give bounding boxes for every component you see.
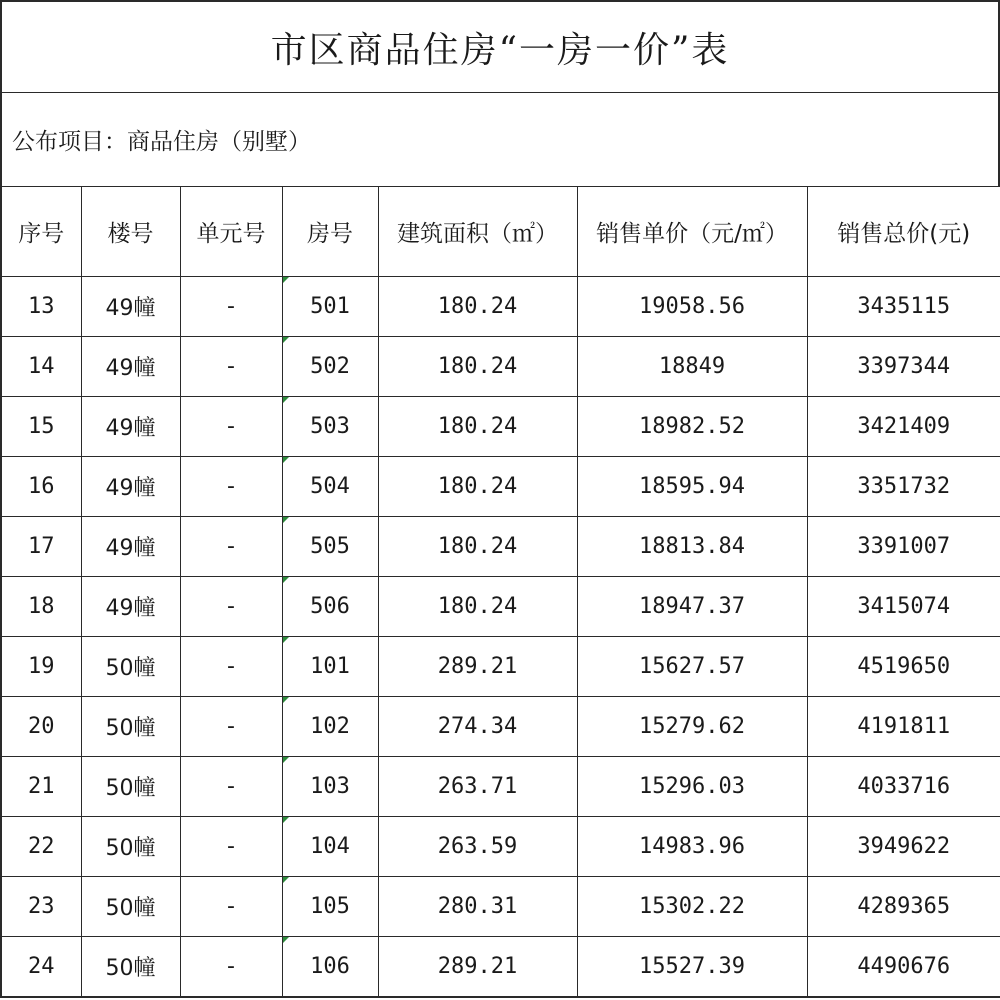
cell-room (282, 397, 378, 457)
cell-area (378, 457, 577, 517)
cell-flag-icon (283, 457, 289, 463)
cell-unit-price (577, 697, 807, 757)
project-label: 公布项目：商品住房（别墅） (0, 93, 1000, 187)
cell-unit-price (577, 517, 807, 577)
header-unit: 单元号 (180, 187, 282, 277)
cell-unit (180, 757, 282, 817)
cell-total-price (807, 637, 1000, 697)
cell-unit-price (577, 757, 807, 817)
header-area: 建筑面积（㎡） (378, 187, 577, 277)
cell-area (378, 577, 577, 637)
cell-building-text: 49幢 (105, 416, 156, 441)
cell-total-price-text: 3435115 (857, 294, 951, 319)
cell-unit-text: - (227, 414, 235, 439)
cell-room (282, 817, 378, 877)
cell-room (282, 277, 378, 337)
cell-seq (1, 637, 81, 697)
cell-unit-text: - (227, 354, 235, 379)
cell-unit-price (577, 277, 807, 337)
cell-area (378, 817, 577, 877)
cell-building (81, 577, 180, 637)
cell-room (282, 697, 378, 757)
cell-room-text: 501 (310, 294, 350, 319)
cell-area (378, 937, 577, 998)
cell-unit-text: - (227, 774, 235, 799)
cell-flag-icon (283, 577, 289, 583)
cell-seq-text: 24 (28, 954, 55, 979)
cell-seq-text: 15 (28, 414, 55, 439)
cell-room (282, 577, 378, 637)
cell-seq-text: 20 (28, 714, 55, 739)
cell-area-text: 180.24 (437, 594, 518, 619)
cell-room (282, 757, 378, 817)
cell-room (282, 937, 378, 998)
cell-seq-text: 13 (28, 294, 55, 319)
cell-area-text: 280.31 (437, 894, 518, 919)
cell-room (282, 517, 378, 577)
cell-unit-price-text: 14983.96 (639, 834, 745, 859)
cell-unit (180, 937, 282, 998)
cell-building-text: 49幢 (105, 476, 156, 501)
cell-total-price (807, 937, 1000, 998)
cell-room-text: 105 (310, 894, 350, 919)
table-row (1, 697, 1000, 757)
table-row (1, 817, 1000, 877)
cell-building (81, 637, 180, 697)
cell-unit-text: - (227, 714, 235, 739)
header-building: 楼号 (81, 187, 180, 277)
cell-building-text: 50幢 (105, 716, 156, 741)
cell-seq (1, 877, 81, 937)
cell-unit-price (577, 577, 807, 637)
table-row (1, 637, 1000, 697)
cell-total-price-text: 3949622 (857, 834, 951, 859)
cell-area (378, 637, 577, 697)
cell-total-price (807, 577, 1000, 637)
cell-room (282, 637, 378, 697)
cell-flag-icon (283, 337, 289, 343)
cell-room (282, 457, 378, 517)
cell-unit (180, 337, 282, 397)
cell-unit-price (577, 877, 807, 937)
cell-building-text: 49幢 (105, 596, 156, 621)
table-row (1, 457, 1000, 517)
cell-seq (1, 397, 81, 457)
cell-building (81, 937, 180, 998)
cell-seq-text: 21 (28, 774, 55, 799)
cell-unit-price (577, 937, 807, 998)
cell-flag-icon (283, 517, 289, 523)
cell-unit-text: - (227, 594, 235, 619)
cell-flag-icon (283, 397, 289, 403)
cell-unit-price (577, 397, 807, 457)
cell-building (81, 817, 180, 877)
cell-room (282, 337, 378, 397)
cell-seq-text: 16 (28, 474, 55, 499)
cell-building (81, 457, 180, 517)
cell-room (282, 877, 378, 937)
cell-unit (180, 697, 282, 757)
cell-total-price-text: 3351732 (857, 474, 951, 499)
cell-area-text: 180.24 (437, 294, 518, 319)
cell-total-price-text: 3391007 (857, 534, 951, 559)
cell-building (81, 757, 180, 817)
cell-unit (180, 457, 282, 517)
cell-total-price-text: 3421409 (857, 414, 951, 439)
cell-area-text: 180.24 (437, 354, 518, 379)
cell-unit-price-text: 19058.56 (639, 294, 745, 319)
cell-area (378, 697, 577, 757)
cell-total-price (807, 277, 1000, 337)
cell-area-text: 180.24 (437, 474, 518, 499)
cell-area-text: 289.21 (437, 954, 518, 979)
cell-area-text: 289.21 (437, 654, 518, 679)
cell-building (81, 877, 180, 937)
cell-total-price (807, 817, 1000, 877)
cell-unit (180, 397, 282, 457)
cell-total-price (807, 397, 1000, 457)
cell-unit-text: - (227, 954, 235, 979)
cell-room-text: 503 (310, 414, 350, 439)
cell-unit (180, 277, 282, 337)
cell-total-price (807, 697, 1000, 757)
cell-total-price-text: 3415074 (857, 594, 951, 619)
cell-building-text: 50幢 (105, 956, 156, 981)
cell-room-text: 101 (310, 654, 350, 679)
cell-total-price (807, 877, 1000, 937)
cell-building-text: 50幢 (105, 776, 156, 801)
cell-seq-text: 23 (28, 894, 55, 919)
cell-unit (180, 637, 282, 697)
cell-unit-price-text: 15527.39 (639, 954, 745, 979)
header-total-price: 销售总价(元) (807, 187, 1000, 277)
table-row (1, 577, 1000, 637)
cell-area-text: 274.34 (437, 714, 518, 739)
cell-room-text: 103 (310, 774, 350, 799)
cell-area (378, 517, 577, 577)
table-body (1, 277, 1000, 998)
table-row (1, 397, 1000, 457)
cell-area (378, 397, 577, 457)
cell-building (81, 697, 180, 757)
cell-flag-icon (283, 277, 289, 283)
cell-unit-price-text: 18947.37 (639, 594, 745, 619)
cell-unit (180, 817, 282, 877)
cell-unit-text: - (227, 834, 235, 859)
cell-seq (1, 697, 81, 757)
cell-unit-text: - (227, 894, 235, 919)
cell-seq (1, 517, 81, 577)
cell-total-price-text: 4289365 (857, 894, 951, 919)
cell-building-text: 49幢 (105, 356, 156, 381)
cell-unit-text: - (227, 654, 235, 679)
cell-seq (1, 277, 81, 337)
cell-area-text: 180.24 (437, 534, 518, 559)
cell-area (378, 337, 577, 397)
cell-room-text: 104 (310, 834, 350, 859)
cell-unit-text: - (227, 474, 235, 499)
cell-unit-text: - (227, 294, 235, 319)
cell-flag-icon (283, 937, 289, 943)
cell-flag-icon (283, 877, 289, 883)
cell-total-price-text: 4033716 (857, 774, 951, 799)
cell-total-price-text: 4519650 (857, 654, 951, 679)
cell-seq-text: 18 (28, 594, 55, 619)
cell-unit-price (577, 637, 807, 697)
cell-seq (1, 757, 81, 817)
cell-seq (1, 817, 81, 877)
header-row (1, 187, 1000, 277)
cell-flag-icon (283, 697, 289, 703)
cell-room-text: 502 (310, 354, 350, 379)
cell-unit-price-text: 18595.94 (639, 474, 745, 499)
cell-room-text: 102 (310, 714, 350, 739)
cell-total-price-text: 3397344 (857, 354, 951, 379)
table-row (1, 517, 1000, 577)
cell-room-text: 506 (310, 594, 350, 619)
cell-seq-text: 14 (28, 354, 55, 379)
cell-room-text: 106 (310, 954, 350, 979)
cell-unit (180, 517, 282, 577)
cell-area-text: 263.71 (437, 774, 518, 799)
cell-flag-icon (283, 817, 289, 823)
table-row (1, 877, 1000, 937)
cell-area-text: 180.24 (437, 414, 518, 439)
cell-area (378, 277, 577, 337)
cell-building (81, 397, 180, 457)
cell-building (81, 517, 180, 577)
cell-total-price (807, 457, 1000, 517)
cell-unit-price-text: 15302.22 (639, 894, 745, 919)
sheet-title: 市区商品住房“一房一价”表 (0, 0, 1000, 93)
cell-total-price (807, 337, 1000, 397)
cell-building-text: 50幢 (105, 656, 156, 681)
cell-unit (180, 577, 282, 637)
cell-total-price (807, 517, 1000, 577)
cell-building-text: 49幢 (105, 296, 156, 321)
cell-seq-text: 19 (28, 654, 55, 679)
cell-unit-price (577, 457, 807, 517)
cell-unit-price (577, 337, 807, 397)
cell-area (378, 877, 577, 937)
cell-total-price-text: 4490676 (857, 954, 951, 979)
cell-unit-price-text: 15296.03 (639, 774, 745, 799)
cell-area-text: 263.59 (437, 834, 518, 859)
cell-building-text: 50幢 (105, 836, 156, 861)
cell-seq (1, 457, 81, 517)
price-table (0, 186, 1000, 998)
cell-flag-icon (283, 637, 289, 643)
cell-seq-text: 22 (28, 834, 55, 859)
cell-unit-price-text: 18849 (658, 354, 726, 379)
cell-total-price (807, 757, 1000, 817)
cell-seq (1, 337, 81, 397)
cell-unit-price-text: 18813.84 (639, 534, 745, 559)
cell-building (81, 337, 180, 397)
cell-room-text: 505 (310, 534, 350, 559)
header-room: 房号 (282, 187, 378, 277)
cell-seq-text: 17 (28, 534, 55, 559)
table-row (1, 757, 1000, 817)
cell-building-text: 49幢 (105, 536, 156, 561)
cell-total-price-text: 4191811 (857, 714, 951, 739)
header-unit-price: 销售单价（元/㎡） (577, 187, 807, 277)
cell-building (81, 277, 180, 337)
table-row (1, 337, 1000, 397)
cell-unit (180, 877, 282, 937)
cell-unit-price-text: 18982.52 (639, 414, 745, 439)
cell-room-text: 504 (310, 474, 350, 499)
cell-building-text: 50幢 (105, 896, 156, 921)
cell-flag-icon (283, 757, 289, 763)
cell-seq (1, 937, 81, 998)
table-row (1, 937, 1000, 998)
cell-seq (1, 577, 81, 637)
table-row (1, 277, 1000, 337)
cell-unit-price-text: 15627.57 (639, 654, 745, 679)
cell-unit-price-text: 15279.62 (639, 714, 745, 739)
cell-unit-price (577, 817, 807, 877)
cell-unit-text: - (227, 534, 235, 559)
header-seq: 序号 (1, 187, 81, 277)
cell-area (378, 757, 577, 817)
